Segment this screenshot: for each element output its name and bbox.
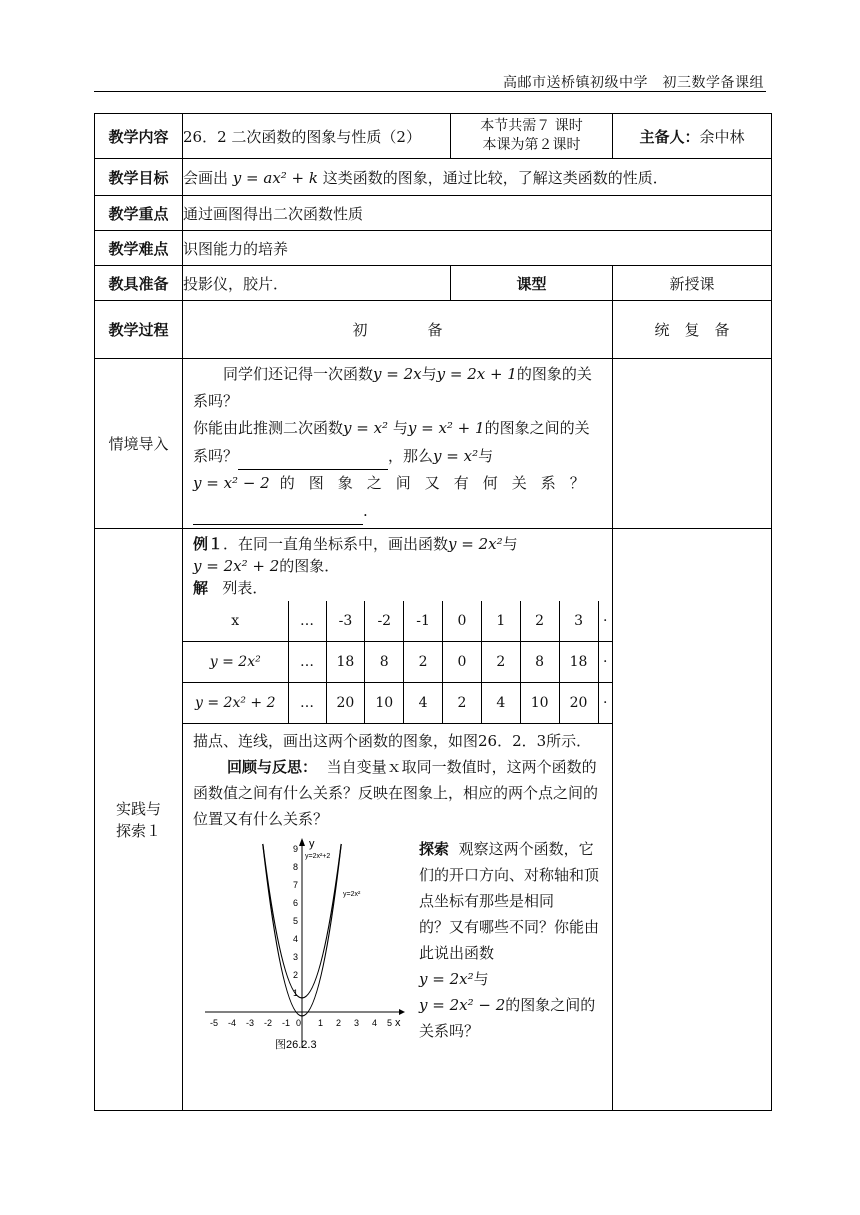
x-tick-label: -1 (282, 1018, 291, 1028)
y-tick-label: 5 (293, 916, 299, 926)
example-title: 例１ (193, 535, 224, 553)
intro-f3: y = x² (343, 419, 393, 437)
lesson-plan-table (94, 113, 772, 1111)
x-axis-label: x (395, 1017, 401, 1029)
value-table-cell: 2 (481, 642, 520, 683)
x-tick-label: 4 (372, 1018, 378, 1028)
y-tick-label: 3 (293, 952, 299, 962)
y-tick-label: 4 (293, 934, 299, 944)
value-table-cell: -2 (365, 601, 404, 642)
explore-c: 与 (473, 970, 489, 988)
intro-p1b: 与 (421, 365, 437, 383)
tools-value: 投影仪，胶片． (183, 266, 451, 301)
example-c: 的图象． (279, 557, 340, 575)
x-tick-label: 2 (336, 1018, 342, 1028)
intro-p1a: 同学们还记得一次函数 (223, 365, 374, 383)
intro-p2c: 的图象之间的关系吗？ (193, 419, 590, 465)
lesson-type-value: 新授课 (613, 266, 772, 301)
value-table-label: x (183, 601, 288, 642)
value-table-cell: 2 (520, 601, 559, 642)
goal-text-after: 这类函数的图象，通过比较，了解这类函数的性质． (322, 168, 668, 187)
value-table-cell: 4 (481, 683, 520, 724)
practice-review-col (613, 529, 772, 1111)
process-col-review: 统 复 备 (613, 301, 772, 359)
label-process: 教学过程 (95, 301, 183, 359)
label-practice (95, 529, 183, 1111)
solution-text: 列表． (222, 579, 268, 597)
value-table-label: y = 2x² (183, 642, 288, 683)
value-table-cell: 2 (443, 683, 482, 724)
goal-value (183, 159, 772, 196)
explore-a: 观察这两个函数，它们的开口方向、对称轴和顶点坐标有那些是相同 (419, 840, 600, 910)
label-tools: 教具准备 (95, 266, 183, 301)
draw-text: 描点、连线，画出这两个函数的图象，如图26．2．3所示． (193, 732, 592, 750)
label-difficulty: 教学难点 (95, 231, 183, 266)
example-f1: y = 2x² (448, 535, 503, 553)
value-table-cell: 18 (559, 642, 598, 683)
example-b: 与 (502, 535, 518, 553)
explore-f2: y = 2x² − 2 (419, 996, 506, 1014)
y-tick-label: 6 (293, 898, 299, 908)
goal-text-before: 会画出 (183, 168, 229, 187)
solution-label: 解 (193, 579, 209, 597)
label-intro: 情境导入 (95, 359, 183, 529)
parabola-figure (199, 838, 405, 1054)
y-tick-label: 8 (293, 862, 299, 872)
intro-p2b: 与 (392, 419, 408, 437)
x-tick-label: 3 (354, 1018, 360, 1028)
explore-text (419, 836, 605, 1044)
answer-blank-2 (193, 497, 363, 525)
y-tick-labels (293, 844, 298, 998)
intro-f2: y = 2x + 1 (436, 365, 517, 383)
review-label: 回顾与反思： (227, 758, 318, 776)
intro-text (183, 359, 612, 527)
example-text (183, 529, 612, 601)
curve-label-2x2-plus-2: y=2x²+2 (305, 853, 331, 860)
x-axis-arrow (399, 1009, 405, 1015)
value-table-cell: … (288, 683, 326, 724)
label-key: 教学重点 (95, 196, 183, 231)
preparer-label: 主备人： (639, 127, 700, 146)
value-table-cell: 2 (404, 642, 443, 683)
x-tick-label: 1 (318, 1018, 324, 1028)
preparer-cell (613, 114, 772, 159)
hours-line1: 本节共需７ 课时 (480, 118, 583, 134)
practice-content (183, 529, 613, 1111)
value-table-cell: 8 (365, 642, 404, 683)
x-tick-label: 0 (296, 1018, 302, 1028)
explore-label: 探索 (419, 840, 450, 858)
value-table-cell: 18 (326, 642, 365, 683)
value-table-cell: … (288, 642, 326, 683)
intro-p2a: 你能由此推测二次函数 (193, 419, 344, 437)
value-table-cell: -1 (404, 601, 443, 642)
label-goal: 教学目标 (95, 159, 183, 196)
y-tick-label: 7 (293, 880, 299, 890)
example-a: ．在同一直角坐标系中，画出函数 (223, 535, 449, 553)
value-table-label: y = 2x² + 2 (183, 683, 288, 724)
value-table (183, 601, 612, 724)
hours-cell (451, 114, 613, 159)
value-table-cell: 10 (365, 683, 404, 724)
value-table-cell: · (598, 601, 612, 642)
preparer-name: 余中林 (699, 127, 745, 146)
curve-label-2x2: y=2x² (343, 891, 361, 898)
intro-p2h: . (363, 502, 368, 520)
intro-f1: y = 2x (373, 365, 422, 383)
value-table-cell: 0 (443, 601, 482, 642)
header-rule (94, 91, 766, 92)
x-tick-label: -5 (210, 1018, 219, 1028)
value-table-cell: 3 (559, 601, 598, 642)
value-table-cell: · (598, 683, 612, 724)
intro-review-col (613, 359, 772, 529)
practice-label-1: 实践与 (115, 799, 161, 818)
explore-f1: y = 2x² (419, 970, 474, 988)
intro-p1c: 的图象的关系吗？ (193, 365, 592, 410)
draw-text-block (183, 724, 612, 834)
goal-formula: y = ax² + k (232, 168, 318, 187)
value-table-cell: 20 (326, 683, 365, 724)
process-col-initial: 初 备 (183, 301, 613, 359)
example-f2: y = 2x² + 2 (193, 557, 280, 575)
x-tick-label: -3 (246, 1018, 255, 1028)
y-axis-label: y (309, 838, 315, 850)
value-table-cell: 4 (404, 683, 443, 724)
key-value: 通过画图得出二次函数性质 (183, 196, 772, 231)
explore-b: 的？又有哪些不同？你能由此说出函数 (419, 918, 600, 962)
figure-caption: 图26.2.3 (275, 1039, 317, 1051)
intro-content (183, 359, 613, 529)
intro-p2d: ，那么 (388, 447, 434, 465)
value-table-cell: 0 (443, 642, 482, 683)
page-header: 高邮市送桥镇初级中学 初三数学备课组 (503, 75, 764, 91)
content-value: 26．2 二次函数的图象与性质（2） (183, 114, 451, 159)
value-table-cell: 10 (520, 683, 559, 724)
explore-d: 的图象之间的关系吗？ (419, 996, 596, 1040)
intro-p2e: 与 (478, 447, 494, 465)
lesson-type-label: 课型 (451, 266, 613, 301)
y-axis-arrow (299, 838, 305, 846)
value-table-cell: 1 (481, 601, 520, 642)
intro-f5: y = x² (433, 447, 479, 465)
y-tick-label: 1 (293, 988, 299, 998)
y-tick-label: 9 (293, 844, 299, 854)
label-content: 教学内容 (95, 114, 183, 159)
intro-p2g: 的图象之间又有何关系？ (279, 474, 599, 492)
x-tick-labels (210, 1018, 392, 1028)
value-table-cell: … (288, 601, 326, 642)
value-table-cell: 8 (520, 642, 559, 683)
y-tick-label: 2 (293, 970, 299, 980)
intro-f6: y = x² − 2 (193, 474, 270, 492)
x-tick-label: -4 (228, 1018, 237, 1028)
difficulty-value: 识图能力的培养 (183, 231, 772, 266)
value-table-cell: · (598, 642, 612, 683)
hours-line2: 本课为第２课时 (482, 137, 581, 153)
review-text: 当自变量ｘ取同一数值时，这两个函数的函数值之间有什么关系？反映在图象上，相应的两个点之间的位置又有什么关系？ (193, 758, 599, 828)
answer-blank-1 (238, 442, 388, 470)
value-table-cell: -3 (326, 601, 365, 642)
x-tick-label: 5 (387, 1018, 393, 1028)
intro-f4: y = x² + 1 (407, 419, 485, 437)
figure-area (183, 834, 612, 1059)
x-tick-label: -2 (264, 1018, 273, 1028)
value-table-cell: 20 (559, 683, 598, 724)
practice-label-2: 探索１ (115, 821, 161, 840)
